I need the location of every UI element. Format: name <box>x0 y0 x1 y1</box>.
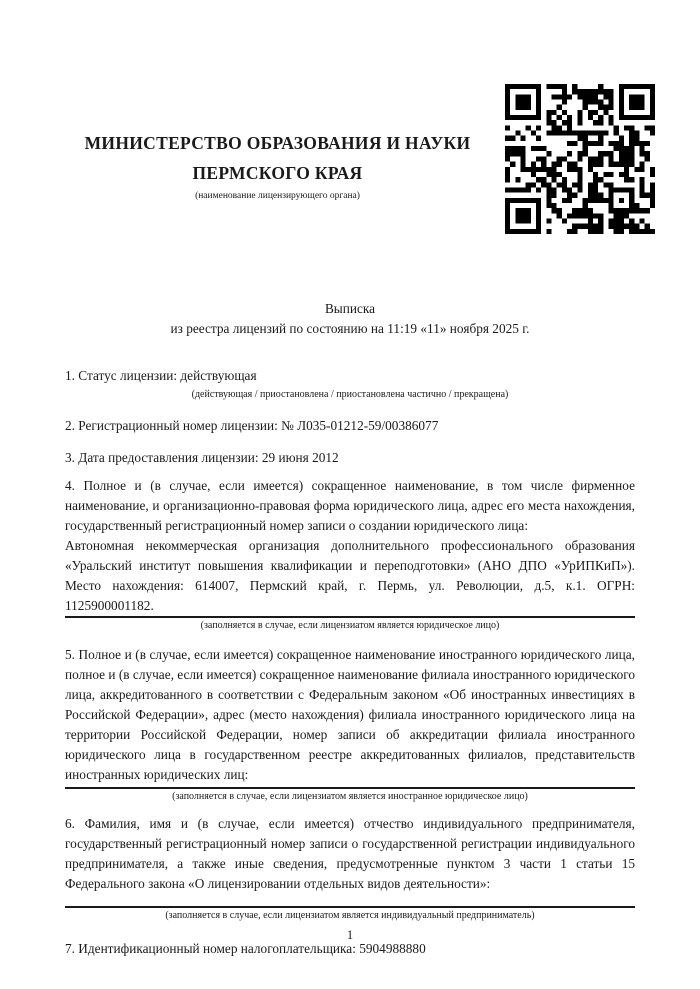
document-subtitle: из реестра лицензий по состоянию на 11:19 «11» ноября 2025 г. <box>170 321 530 336</box>
fill-line-entrepreneur <box>65 906 635 908</box>
fill-line-legal-entity <box>65 616 635 618</box>
document-title-block <box>0 299 700 339</box>
ministry-name-line1: МИНИСТЕРСТВО ОБРАЗОВАНИЯ И НАУКИ <box>84 133 471 153</box>
document-title: Выписка <box>324 301 376 316</box>
entrepreneur-statement: 6. Фамилия, имя и (в случае, если имеется) отчество индивидуального предпринимателя, государственный регистрационный номер записи о государственной регистрации индивидуального предпринимателя, а также иные сведения, предусмотренные пунктом 3 части 1 статьи 15 Федерального закона «О лицензировании отдельных видов деятельности»: <box>65 816 635 891</box>
registration-number-line: 2. Регистрационный номер лицензии: № Л035-01212-59/00386077 <box>65 418 439 433</box>
legal-entity-caption: (заполняется в случае, если лицензиатом является юридическое лицо) <box>200 620 500 631</box>
ministry-header <box>65 128 490 203</box>
grant-date-line: 3. Дата предоставления лицензии: 29 июня 2012 <box>65 450 339 465</box>
foreign-entity-caption: (заполняется в случае, если лицензиатом является иностранное юридическое лицо) <box>172 791 528 802</box>
document-body <box>65 366 635 959</box>
fill-line-foreign-entity <box>65 787 635 789</box>
inn-line: 7. Идентификационный номер налогоплательщика: 5904988880 <box>65 941 426 956</box>
foreign-entity-statement: 5. Полное и (в случае, если имеется) сокращенное наименование иностранного юридического лица, полное и (в случае, если имеется) сокращенное наименование филиала иностранного юридического лица, аккредитованного в соответствии с Федеральным законом «Об иностранных инвестициях в Российской Федерации», адрес (место нахождения) филиала иностранного юридического лица на территории Российской Федерации, номер записи об аккредитации филиала иностранного юридического лица в государственном реестре аккредитованных филиалов, представительств иностранных юридических лиц: <box>65 647 635 782</box>
license-status-line: 1. Статус лицензии: действующая <box>65 368 257 383</box>
qr-code-icon <box>505 84 655 234</box>
legal-entity-statement: 4. Полное и (в случае, если имеется) сокращенное наименование, в том числе фирменное наименование, и организационно-правовая форма юридического лица, адрес его места нахождения, государственный регистрационный номер записи о создании юридического лица: <box>65 478 635 533</box>
page-number: 1 <box>346 928 354 942</box>
licensing-authority-caption: (наименование лицензирующего органа) <box>195 191 360 201</box>
entrepreneur-caption: (заполняется в случае, если лицензиатом является индивидуальный предприниматель) <box>165 910 535 921</box>
status-options-caption: (действующая / приостановлена / приостановлена частично / прекращена) <box>191 389 509 400</box>
ministry-name-line2: ПЕРМСКОГО КРАЯ <box>192 163 363 183</box>
legal-entity-value: Автономная некоммерческая организация дополнительного профессионального образования «Уральский институт повышения квалификации и переподготовки» (АНО ДПО «УрИПКиП»). Место нахождения: 614007, Пермский край, г. Пермь, ул. Революции, д.5, к.1. ОГРН: 1125900001182. <box>65 538 635 613</box>
